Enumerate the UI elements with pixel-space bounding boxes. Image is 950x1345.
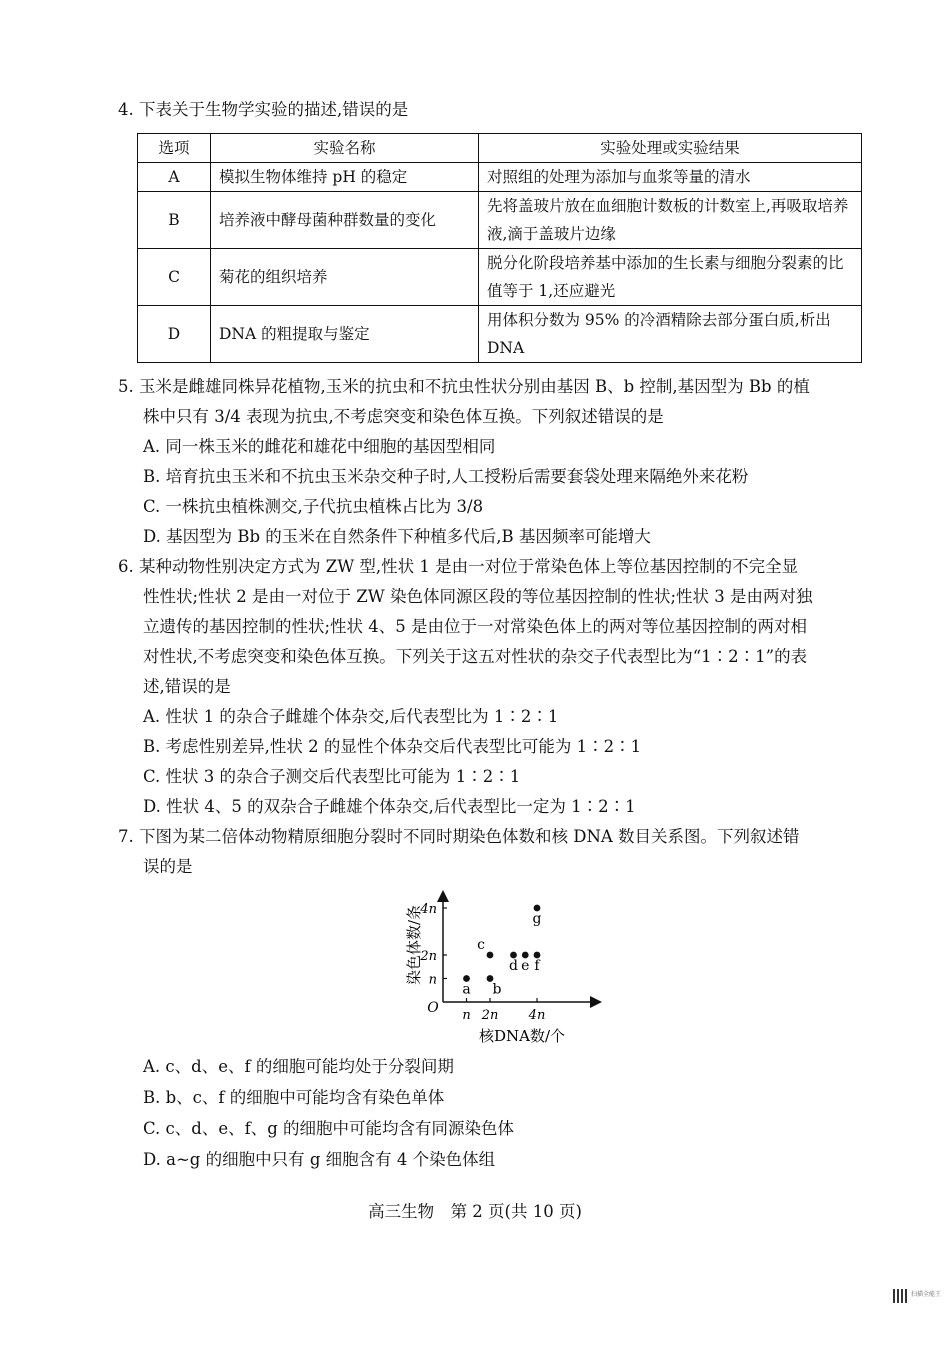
q5-option-b: B. 培育抗虫玉米和不抗虫玉米杂交种子时,人工授粉后需要套袋处理来隔绝外来花粉	[143, 467, 749, 486]
y-tick-label: 2n	[420, 949, 437, 964]
row-result: 先将盖玻片放在血细胞计数板的计数室上,再吸取培养液,滴于盖玻片边缘	[479, 192, 862, 249]
q7-option-c: C. c、d、e、f、g 的细胞中可能均含有同源染色体	[143, 1119, 515, 1138]
q4-stem: 4. 下表关于生物学实验的描述,错误的是	[118, 100, 409, 119]
q5-option-c: C. 一株抗虫植株测交,子代抗虫植株占比为 3/8	[143, 497, 484, 516]
row-name: 培养液中酵母菌种群数量的变化	[211, 192, 479, 249]
row-name: 模拟生物体维持 pH 的稳定	[211, 163, 479, 192]
chromosome-dna-scatter-chart	[395, 885, 615, 1050]
page-footer: 高三生物 第 2 页(共 10 页)	[368, 1202, 582, 1221]
header-name: 实验名称	[211, 134, 479, 163]
q5-stem-line-1: 5. 玉米是雌雄同株异花植物,玉米的抗虫和不抗虫性状分别由基因 B、b 控制,基因型为 Bb 的植	[118, 377, 810, 396]
table-row	[138, 306, 862, 363]
q6-stem-line-4: 对性状,不考虑突变和染色体互换。下列关于这五对性状的杂交子代表型比为“1∶2∶1”的表	[143, 647, 808, 666]
origin-label: O	[427, 1000, 439, 1016]
row-result: 脱分化阶段培养基中添加的生长素与细胞分裂素的比值等于 1,还应避光	[479, 249, 862, 306]
row-option: A	[138, 163, 211, 192]
q7-option-d: D. a~g 的细胞中只有 g 细胞含有 4 个染色体组	[143, 1150, 496, 1169]
y-tick-label: 4n	[420, 902, 437, 917]
q6-stem-line-2: 性性状;性状 2 是由一对位于 ZW 染色体同源区段的等位基因控制的性状;性状 3 是由两对独	[143, 587, 813, 606]
q6-option-b: B. 考虑性别差异,性状 2 的显性个体杂交后代表型比可能为 1∶2∶1	[143, 737, 642, 756]
table-header-row	[138, 134, 862, 163]
point-label-a: a	[462, 981, 471, 998]
table-row	[138, 163, 862, 192]
q6-stem-line-3: 立遗传的基因控制的性状;性状 4、5 是由位于一对常染色体上的两对等位基因控制的两对相	[143, 617, 808, 636]
q6-stem-line-1: 6. 某种动物性别决定方式为 ZW 型,性状 1 是由一对位于常染色体上等位基因控制的不完全显	[118, 557, 799, 576]
qr-code-icon	[893, 1289, 907, 1303]
q6-stem-line-5: 述,错误的是	[143, 677, 231, 696]
q6-option-a: A. 性状 1 的杂合子雌雄个体杂交,后代表型比为 1∶2∶1	[143, 707, 559, 726]
y-tick-label: n	[428, 972, 437, 988]
q5-option-d: D. 基因型为 Bb 的玉米在自然条件下种植多代后,B 基因频率可能增大	[143, 527, 651, 546]
row-option: D	[138, 306, 211, 363]
point-label-d: d	[509, 958, 518, 974]
table-row	[138, 192, 862, 249]
x-tick-label: 2n	[481, 1008, 499, 1023]
data-point-c	[487, 952, 494, 959]
point-label-g: g	[532, 911, 542, 927]
q7-stem-line-1: 7. 下图为某二倍体动物精原细胞分裂时不同时期染色体数和核 DNA 数目关系图。下列叙述错	[118, 827, 800, 846]
row-name: DNA 的粗提取与鉴定	[211, 306, 479, 363]
x-tick-label: 4n	[528, 1008, 546, 1023]
row-name: 菊花的组织培养	[211, 249, 479, 306]
header-option: 选项	[138, 134, 211, 163]
row-option: C	[138, 249, 211, 306]
point-label-c: c	[477, 937, 485, 953]
q5-option-a: A. 同一株玉米的雌花和雄花中细胞的基因型相同	[143, 437, 496, 456]
point-label-f: f	[534, 958, 540, 974]
row-result: 用体积分数为 95% 的冷酒精除去部分蛋白质,析出 DNA	[479, 306, 862, 363]
q7-stem-line-2: 误的是	[143, 857, 193, 876]
header-result: 实验处理或实验结果	[479, 134, 862, 163]
point-label-b: b	[492, 981, 502, 998]
table-row	[138, 249, 862, 306]
experiment-table	[137, 133, 862, 363]
q6-option-c: C. 性状 3 的杂合子测交后代表型比可能为 1∶2∶1	[143, 767, 521, 786]
y-axis-label: 染色体数/条	[405, 904, 423, 986]
row-option: B	[138, 192, 211, 249]
point-label-e: e	[521, 958, 530, 974]
q7-option-a: A. c、d、e、f 的细胞可能均处于分裂间期	[143, 1057, 454, 1076]
x-tick-label: n	[462, 1008, 471, 1023]
q5-stem-line-2: 株中只有 3/4 表现为抗虫,不考虑突变和染色体互换。下列叙述错误的是	[143, 407, 664, 426]
q7-option-b: B. b、c、f 的细胞中可能均含有染色单体	[143, 1088, 445, 1107]
row-result: 对照组的处理为添加与血浆等量的清水	[479, 163, 862, 192]
q6-option-d: D. 性状 4、5 的双杂合子雌雄个体杂交,后代表型比一定为 1∶2∶1	[143, 797, 636, 816]
x-axis-label: 核DNA数/个	[478, 1027, 566, 1045]
scanner-watermark: 扫描全能王	[911, 1291, 942, 1298]
